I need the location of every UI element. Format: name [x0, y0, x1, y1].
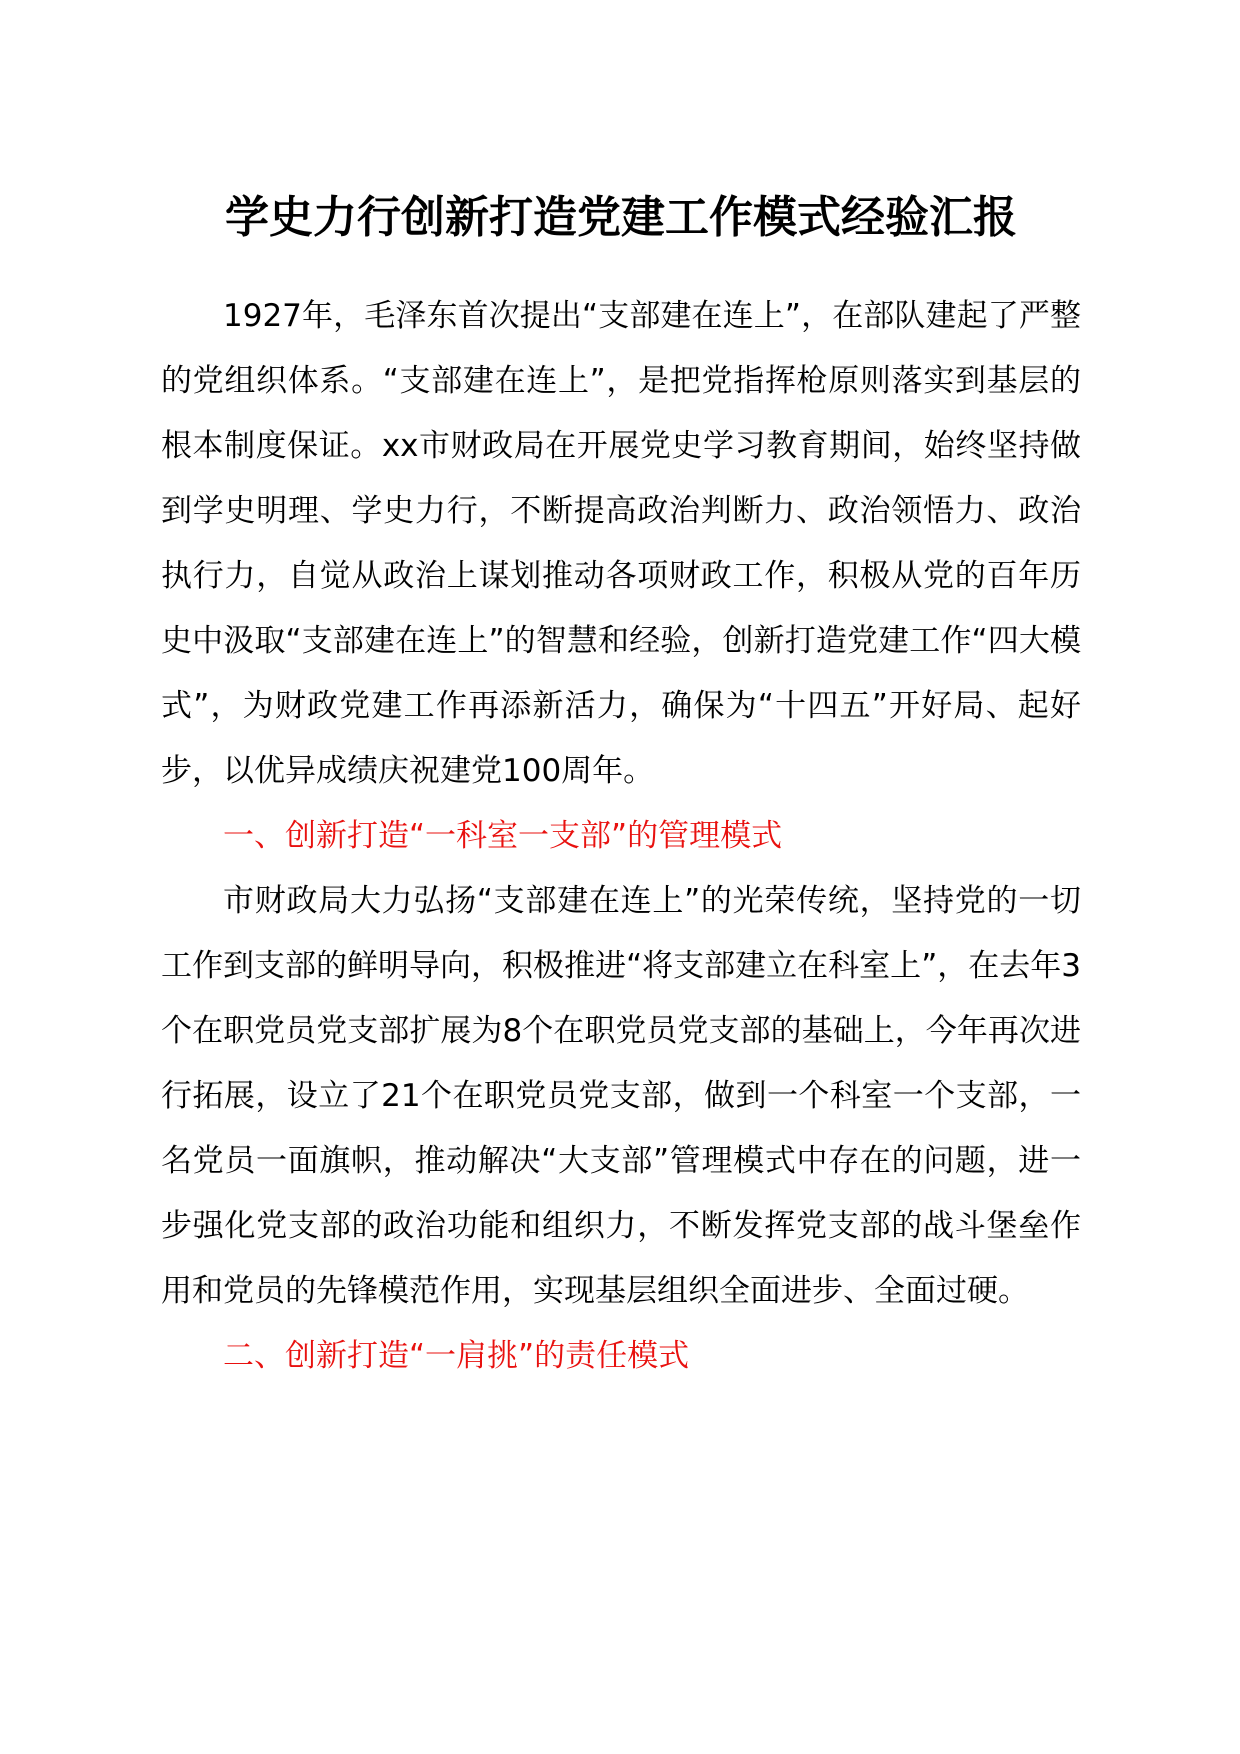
section-heading-2: 二、创新打造“一肩挑”的责任模式 — [223, 1338, 690, 1374]
section-heading-1: 一、创新打造“一科室一支部”的管理模式 — [223, 818, 783, 854]
document-body — [161, 190, 1081, 1389]
intro-paragraph: 1927年，毛泽东首次提出“支部建在连上”，在部队建起了严整的党组织体系。“支部建在连上”，是把党指挥枪原则落实到基层的根本制度保证。xx市财政局在开展党史学习教育期间，始终坚持做到学史明理、学史力行，不断提高政治判断力、政治领悟力、政治执行力，自觉从政治上谋划推动各项财政工作，积极从党的百年历史中汲取“支部建在连上”的智慧和经验，创新打造党建工作“四大模式”，为财政党建工作再添新活力，确保为“十四五”开好局、起好步，以优异成绩庆祝建党100周年。 — [161, 298, 1081, 789]
section-1-paragraph: 市财政局大力弘扬“支部建在连上”的光荣传统，坚持党的一切工作到支部的鲜明导向，积极推进“将支部建立在科室上”，在去年3个在职党员党支部扩展为8个在职党员党支部的基础上，今年再次进行拓展，设立了21个在职党员党支部，做到一个科室一个支部，一名党员一面旗帜，推动解决“大支部”管理模式中存在的问题，进一步强化党支部的政治功能和组织力，不断发挥党支部的战斗堡垒作用和党员的先锋模范作用，实现基层组织全面进步、全面过硬。 — [161, 883, 1081, 1309]
document-title: 学史力行创新打造党建工作模式经验汇报 — [225, 192, 1017, 243]
